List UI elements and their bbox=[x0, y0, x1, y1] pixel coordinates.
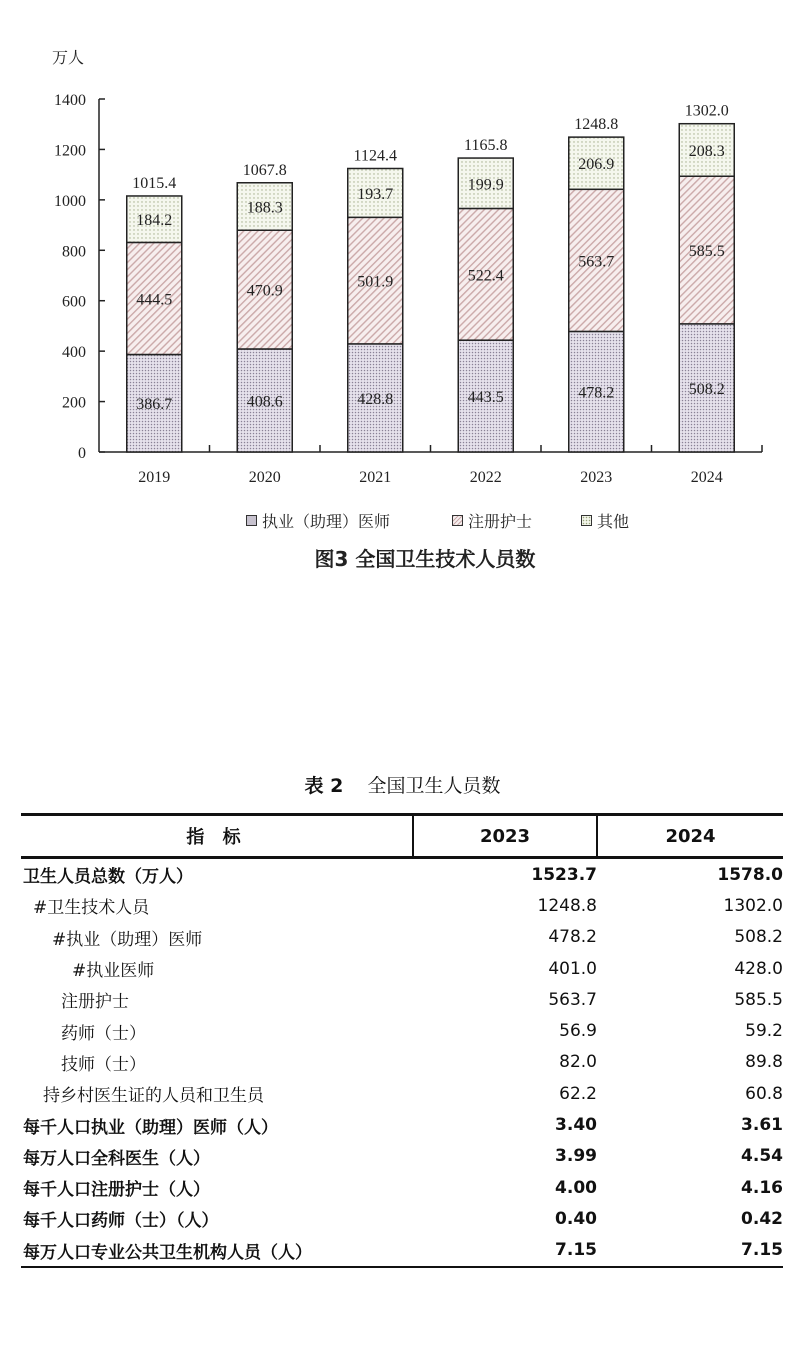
x-category-label: 2024 bbox=[690, 469, 723, 486]
table-row bbox=[21, 1015, 783, 1046]
row-value-2024: 1578.0 bbox=[717, 864, 783, 885]
row-value-2024: 3.61 bbox=[741, 1115, 783, 1136]
row-indicator-label: #卫生技术人员 bbox=[33, 898, 150, 919]
x-category-label: 2019 bbox=[138, 469, 171, 486]
y-tick-label: 800 bbox=[62, 243, 86, 261]
health-personnel-table bbox=[21, 813, 783, 1268]
header-2024: 2024 bbox=[597, 815, 783, 858]
table-row bbox=[21, 858, 783, 891]
row-value-2023: 1248.8 bbox=[537, 895, 597, 916]
y-tick-label: 400 bbox=[62, 344, 86, 362]
row-value-2023: 62.2 bbox=[559, 1083, 597, 1104]
bar-total-label: 1302.0 bbox=[684, 102, 729, 120]
bar-total-label: 1015.4 bbox=[132, 174, 177, 192]
table-row bbox=[21, 1235, 783, 1267]
x-category-label: 2022 bbox=[469, 469, 502, 486]
segment-value-label: 470.9 bbox=[246, 282, 283, 300]
row-value-2024: 585.5 bbox=[734, 989, 783, 1010]
table-row bbox=[21, 1172, 783, 1203]
table-row bbox=[21, 1203, 783, 1234]
bar-2023 bbox=[569, 116, 624, 452]
row-value-2024: 508.2 bbox=[734, 927, 783, 948]
bar-total-label: 1248.8 bbox=[574, 116, 619, 134]
bar-total-label: 1124.4 bbox=[353, 147, 397, 165]
row-indicator-label: #执业（助理）医师 bbox=[52, 929, 203, 950]
segment-value-label: 208.3 bbox=[688, 142, 725, 160]
x-category-label: 2023 bbox=[580, 469, 613, 486]
row-value-2024: 428.0 bbox=[734, 958, 783, 979]
y-tick-label: 1000 bbox=[54, 192, 86, 210]
chart-legend bbox=[246, 509, 646, 533]
row-value-2024: 60.8 bbox=[745, 1083, 783, 1104]
x-category-label: 2021 bbox=[359, 469, 392, 486]
row-indicator-label: 卫生人员总数（万人） bbox=[23, 867, 193, 888]
y-tick-label: 200 bbox=[62, 394, 86, 412]
row-indicator-label: 每万人口全科医生（人） bbox=[23, 1148, 210, 1169]
segment-value-label: 522.4 bbox=[467, 267, 504, 285]
table-row bbox=[21, 1047, 783, 1078]
segment-value-label: 478.2 bbox=[578, 384, 615, 402]
row-indicator-label: 每千人口药师（士）（人） bbox=[23, 1211, 219, 1232]
row-value-2023: 1523.7 bbox=[531, 864, 597, 885]
segment-value-label: 184.2 bbox=[136, 212, 173, 230]
row-value-2023: 3.40 bbox=[555, 1115, 597, 1136]
legend-label-doctor: 执业（助理）医师 bbox=[262, 512, 391, 531]
dotted-swatch-icon bbox=[246, 515, 257, 526]
row-indicator-label: 持乡村医生证的人员和卫生员 bbox=[43, 1086, 264, 1107]
x-axis bbox=[99, 445, 762, 486]
table-title: 全国卫生人员数 bbox=[367, 775, 501, 797]
row-value-2024: 1302.0 bbox=[723, 895, 783, 916]
y-axis bbox=[54, 92, 105, 462]
bar-2020 bbox=[237, 162, 292, 452]
hatched-swatch-icon bbox=[452, 515, 463, 526]
legend-label-nurse: 注册护士 bbox=[468, 512, 533, 531]
table-header-row bbox=[21, 815, 783, 858]
table-row bbox=[21, 1078, 783, 1109]
table-row bbox=[21, 1109, 783, 1140]
row-indicator-label: 药师（士） bbox=[61, 1023, 146, 1044]
row-value-2024: 0.42 bbox=[741, 1208, 783, 1229]
bar-2022 bbox=[458, 137, 513, 452]
table-row bbox=[21, 1141, 783, 1172]
y-tick-label: 0 bbox=[78, 445, 86, 462]
chart-title: 图3 全国卫生技术人员数 bbox=[314, 547, 536, 571]
legend-item-other bbox=[581, 509, 629, 532]
row-value-2023: 563.7 bbox=[548, 989, 597, 1010]
table-row bbox=[21, 953, 783, 984]
row-indicator-label: 每千人口注册护士（人） bbox=[23, 1180, 210, 1201]
stacked-bar-chart bbox=[0, 0, 800, 510]
bar-2021 bbox=[348, 147, 403, 452]
segment-value-label: 199.9 bbox=[467, 176, 504, 194]
row-value-2024: 59.2 bbox=[745, 1021, 783, 1042]
row-value-2023: 7.15 bbox=[413, 1235, 597, 1267]
row-indicator-label: 技师（士） bbox=[61, 1054, 146, 1075]
row-value-2024: 4.54 bbox=[741, 1146, 783, 1167]
y-tick-label: 1200 bbox=[54, 142, 86, 160]
table-row bbox=[21, 890, 783, 921]
table-caption bbox=[0, 771, 800, 798]
segment-value-label: 428.8 bbox=[357, 390, 394, 408]
table-row bbox=[21, 922, 783, 953]
row-indicator-label: 每千人口执业（助理）医师（人） bbox=[23, 1117, 278, 1138]
segment-value-label: 386.7 bbox=[136, 396, 173, 414]
row-value-2023: 0.40 bbox=[555, 1208, 597, 1229]
row-value-2023: 401.0 bbox=[548, 958, 597, 979]
segment-value-label: 585.5 bbox=[688, 243, 725, 261]
table-number: 表 2 bbox=[304, 775, 344, 797]
row-value-2024: 7.15 bbox=[597, 1235, 783, 1267]
x-category-label: 2020 bbox=[248, 469, 281, 486]
table-row bbox=[21, 984, 783, 1015]
y-axis-unit-label: 万人 bbox=[52, 48, 85, 67]
segment-value-label: 444.5 bbox=[136, 291, 173, 309]
row-indicator-label: 每万人口专业公共卫生机构人员（人） bbox=[21, 1235, 413, 1267]
segment-value-label: 501.9 bbox=[357, 273, 394, 291]
segment-value-label: 443.5 bbox=[467, 389, 504, 407]
row-value-2023: 478.2 bbox=[548, 927, 597, 948]
y-tick-label: 600 bbox=[62, 293, 86, 311]
bar-2019 bbox=[127, 175, 182, 452]
row-value-2023: 56.9 bbox=[559, 1021, 597, 1042]
row-value-2024: 4.16 bbox=[741, 1177, 783, 1198]
segment-value-label: 193.7 bbox=[357, 185, 394, 203]
segment-value-label: 206.9 bbox=[578, 156, 615, 174]
row-value-2023: 3.99 bbox=[555, 1146, 597, 1167]
legend-item-doctor bbox=[246, 509, 390, 532]
legend-label-other: 其他 bbox=[597, 512, 630, 531]
segment-value-label: 408.6 bbox=[246, 393, 283, 411]
bars-group bbox=[127, 103, 735, 452]
header-2023: 2023 bbox=[413, 815, 597, 858]
segment-value-label: 188.3 bbox=[246, 199, 283, 217]
legend-item-nurse bbox=[452, 509, 532, 532]
row-value-2023: 82.0 bbox=[559, 1052, 597, 1073]
row-indicator-label: 注册护士 bbox=[61, 992, 129, 1013]
row-indicator-label: #执业医师 bbox=[72, 961, 155, 982]
row-value-2024: 89.8 bbox=[745, 1052, 783, 1073]
dotted-green-swatch-icon bbox=[581, 515, 592, 526]
row-value-2023: 4.00 bbox=[555, 1177, 597, 1198]
bar-total-label: 1165.8 bbox=[464, 137, 508, 155]
table-body bbox=[21, 858, 783, 1267]
header-indicator: 指 标 bbox=[21, 815, 413, 858]
segment-value-label: 508.2 bbox=[688, 380, 725, 398]
bar-total-label: 1067.8 bbox=[242, 161, 287, 179]
bar-2024 bbox=[679, 103, 734, 452]
segment-value-label: 563.7 bbox=[578, 253, 615, 271]
y-tick-label: 1400 bbox=[54, 92, 86, 109]
